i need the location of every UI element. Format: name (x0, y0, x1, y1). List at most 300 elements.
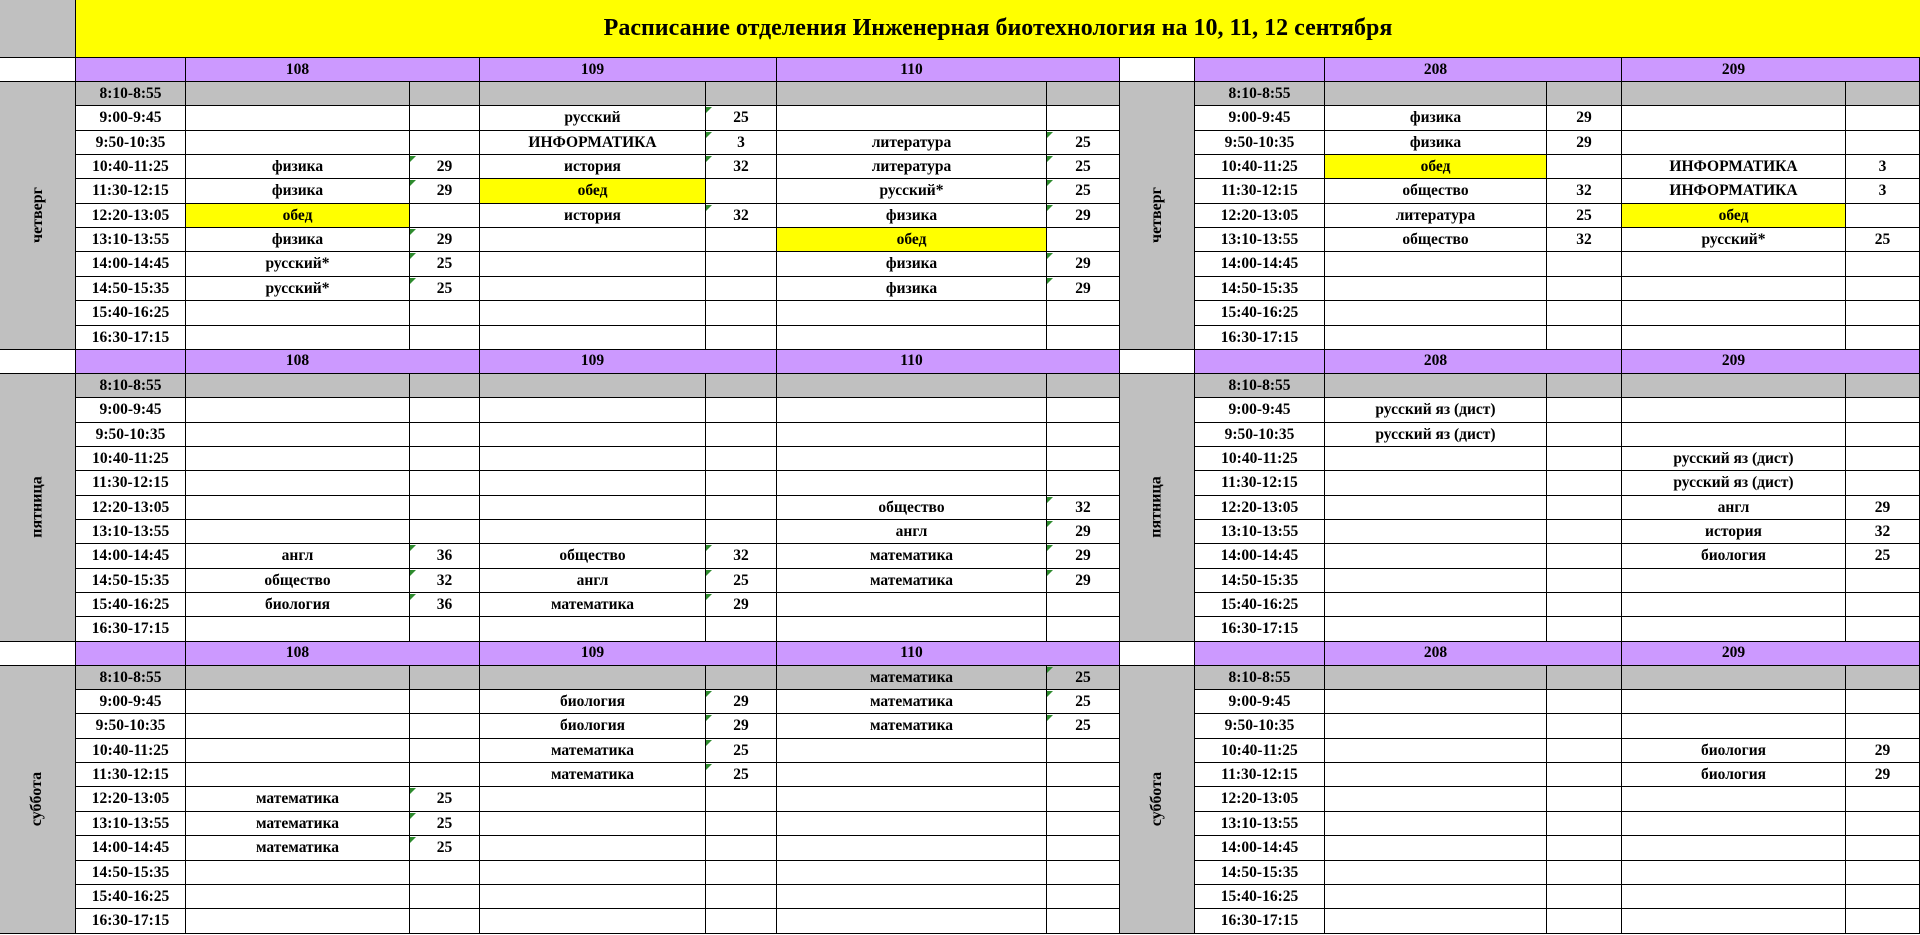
subject-cell[interactable] (480, 496, 705, 520)
room-count-cell[interactable]: 25 (1046, 714, 1120, 739)
subject-cell[interactable]: литература (777, 131, 1046, 155)
time-slot[interactable]: 11:30-12:15 (76, 471, 186, 496)
room-count-cell[interactable] (409, 131, 480, 155)
subject-cell[interactable]: англ (480, 569, 705, 593)
subject-cell[interactable]: ИНФОРМАТИКА (480, 131, 705, 155)
room-count-cell[interactable] (1546, 398, 1622, 423)
day-header-corner-right[interactable] (1120, 642, 1195, 666)
day-label-right[interactable] (1120, 374, 1195, 642)
room-header-110[interactable]: 110 (777, 642, 1046, 666)
time-slot[interactable]: 16:30-17:15 (1195, 909, 1325, 934)
room-count-cell[interactable] (409, 106, 480, 131)
subject-cell[interactable]: история (480, 155, 705, 179)
room-count-cell[interactable]: 29 (1845, 763, 1920, 787)
subject-cell[interactable]: обед (186, 204, 409, 228)
subject-cell[interactable] (1622, 398, 1845, 423)
subject-cell[interactable] (1622, 593, 1845, 617)
time-slot[interactable]: 11:30-12:15 (1195, 471, 1325, 496)
room-count-cell[interactable] (1845, 861, 1920, 885)
room-header-208[interactable]: 208 (1325, 350, 1546, 374)
room-count-cell[interactable] (409, 909, 480, 934)
time-slot[interactable]: 9:50-10:35 (76, 131, 186, 155)
time-slot[interactable]: 14:50-15:35 (1195, 277, 1325, 301)
room-count-cell[interactable] (1546, 836, 1622, 861)
subject-cell[interactable] (1325, 593, 1546, 617)
subject-cell[interactable] (1325, 714, 1546, 739)
subject-cell[interactable] (1622, 885, 1845, 909)
room-count-cell[interactable]: 36 (409, 593, 480, 617)
room-count-cell[interactable] (1046, 326, 1120, 350)
subject-cell[interactable]: обед (1325, 155, 1546, 179)
room-count-cell[interactable] (1546, 812, 1622, 836)
room-count-cell[interactable] (409, 82, 480, 106)
subject-cell[interactable] (186, 885, 409, 909)
room-header-num-208[interactable] (1546, 58, 1622, 82)
room-count-cell[interactable] (705, 836, 777, 861)
room-count-cell[interactable] (1546, 593, 1622, 617)
room-count-cell[interactable] (1845, 204, 1920, 228)
room-count-cell[interactable]: 25 (705, 763, 777, 787)
subject-cell[interactable] (186, 398, 409, 423)
room-header-num-110[interactable] (1046, 58, 1120, 82)
time-slot[interactable]: 11:30-12:15 (76, 179, 186, 204)
room-header-208[interactable]: 208 (1325, 58, 1546, 82)
room-count-cell[interactable] (1546, 277, 1622, 301)
subject-cell[interactable] (480, 666, 705, 690)
room-count-cell[interactable] (1046, 763, 1120, 787)
room-count-cell[interactable] (705, 885, 777, 909)
time-slot[interactable]: 9:50-10:35 (1195, 714, 1325, 739)
room-count-cell[interactable] (1546, 374, 1622, 398)
time-slot[interactable]: 10:40-11:25 (1195, 739, 1325, 763)
room-count-cell[interactable] (409, 666, 480, 690)
subject-cell[interactable] (1622, 836, 1845, 861)
subject-cell[interactable] (1325, 836, 1546, 861)
subject-cell[interactable] (1622, 666, 1845, 690)
subject-cell[interactable] (186, 520, 409, 544)
subject-cell[interactable] (777, 763, 1046, 787)
room-count-cell[interactable] (1845, 374, 1920, 398)
room-count-cell[interactable]: 29 (705, 593, 777, 617)
subject-cell[interactable] (1622, 82, 1845, 106)
time-slot[interactable]: 15:40-16:25 (76, 593, 186, 617)
room-count-cell[interactable] (1046, 447, 1120, 471)
subject-cell[interactable]: русский* (1622, 228, 1845, 252)
room-count-cell[interactable]: 29 (1845, 496, 1920, 520)
subject-cell[interactable]: русский (480, 106, 705, 131)
subject-cell[interactable]: математика (186, 787, 409, 812)
subject-cell[interactable]: русский* (186, 277, 409, 301)
room-count-cell[interactable]: 32 (1546, 179, 1622, 204)
time-slot[interactable]: 15:40-16:25 (1195, 885, 1325, 909)
subject-cell[interactable] (777, 423, 1046, 447)
subject-cell[interactable] (186, 739, 409, 763)
time-header-blank[interactable] (76, 642, 186, 666)
room-count-cell[interactable]: 29 (1046, 520, 1120, 544)
room-count-cell[interactable] (1845, 252, 1920, 277)
room-header-num-209[interactable] (1845, 350, 1920, 374)
room-count-cell[interactable]: 29 (1845, 739, 1920, 763)
time-slot[interactable]: 16:30-17:15 (76, 909, 186, 934)
time-slot[interactable]: 11:30-12:15 (76, 763, 186, 787)
subject-cell[interactable]: математика (186, 836, 409, 861)
time-slot[interactable]: 12:20-13:05 (76, 204, 186, 228)
time-slot[interactable]: 8:10-8:55 (1195, 666, 1325, 690)
time-slot[interactable]: 16:30-17:15 (1195, 326, 1325, 350)
room-header-109[interactable]: 109 (480, 350, 705, 374)
room-count-cell[interactable] (1546, 569, 1622, 593)
subject-cell[interactable] (480, 277, 705, 301)
room-count-cell[interactable] (1845, 471, 1920, 496)
day-label-right[interactable] (1120, 82, 1195, 350)
subject-cell[interactable] (480, 82, 705, 106)
room-count-cell[interactable] (1845, 593, 1920, 617)
room-count-cell[interactable] (1546, 520, 1622, 544)
room-count-cell[interactable] (1845, 836, 1920, 861)
subject-cell[interactable] (1325, 763, 1546, 787)
room-header-108[interactable]: 108 (186, 642, 409, 666)
subject-cell[interactable]: физика (1325, 131, 1546, 155)
subject-cell[interactable] (1622, 106, 1845, 131)
subject-cell[interactable] (1622, 617, 1845, 642)
room-count-cell[interactable]: 32 (1845, 520, 1920, 544)
time-slot[interactable]: 12:20-13:05 (1195, 496, 1325, 520)
subject-cell[interactable] (1325, 690, 1546, 714)
room-count-cell[interactable] (409, 204, 480, 228)
room-count-cell[interactable] (705, 471, 777, 496)
time-slot[interactable]: 14:50-15:35 (76, 861, 186, 885)
room-header-110[interactable]: 110 (777, 350, 1046, 374)
room-count-cell[interactable] (409, 763, 480, 787)
subject-cell[interactable]: математика (480, 593, 705, 617)
time-header-blank[interactable] (76, 58, 186, 82)
time-slot[interactable]: 14:50-15:35 (1195, 569, 1325, 593)
time-slot[interactable]: 10:40-11:25 (1195, 447, 1325, 471)
subject-cell[interactable] (777, 301, 1046, 326)
subject-cell[interactable] (777, 106, 1046, 131)
room-count-cell[interactable] (1546, 714, 1622, 739)
room-count-cell[interactable] (705, 617, 777, 642)
subject-cell[interactable]: математика (777, 569, 1046, 593)
room-count-cell[interactable]: 25 (1546, 204, 1622, 228)
room-count-cell[interactable] (1845, 812, 1920, 836)
room-count-cell[interactable] (1546, 82, 1622, 106)
subject-cell[interactable] (186, 666, 409, 690)
subject-cell[interactable]: литература (777, 155, 1046, 179)
subject-cell[interactable] (480, 836, 705, 861)
subject-cell[interactable] (186, 909, 409, 934)
subject-cell[interactable] (186, 690, 409, 714)
room-count-cell[interactable]: 25 (705, 739, 777, 763)
subject-cell[interactable] (186, 471, 409, 496)
subject-cell[interactable]: общество (777, 496, 1046, 520)
time-slot[interactable]: 12:20-13:05 (76, 496, 186, 520)
room-count-cell[interactable]: 3 (1845, 179, 1920, 204)
room-header-num-209[interactable] (1845, 58, 1920, 82)
room-header-num-110[interactable] (1046, 642, 1120, 666)
subject-cell[interactable]: русский яз (дист) (1622, 447, 1845, 471)
subject-cell[interactable] (1622, 714, 1845, 739)
room-header-208[interactable]: 208 (1325, 642, 1546, 666)
time-slot[interactable]: 14:50-15:35 (76, 569, 186, 593)
subject-cell[interactable]: математика (777, 690, 1046, 714)
room-count-cell[interactable] (705, 326, 777, 350)
subject-cell[interactable] (1325, 909, 1546, 934)
subject-cell[interactable] (186, 861, 409, 885)
subject-cell[interactable] (480, 787, 705, 812)
subject-cell[interactable]: физика (777, 252, 1046, 277)
subject-cell[interactable] (186, 423, 409, 447)
subject-cell[interactable]: физика (186, 155, 409, 179)
subject-cell[interactable]: биология (1622, 739, 1845, 763)
subject-cell[interactable] (1325, 812, 1546, 836)
room-count-cell[interactable] (1546, 666, 1622, 690)
subject-cell[interactable]: обед (1622, 204, 1845, 228)
time-slot[interactable]: 13:10-13:55 (1195, 812, 1325, 836)
subject-cell[interactable] (480, 909, 705, 934)
day-header-corner-right[interactable] (1120, 58, 1195, 82)
room-count-cell[interactable]: 29 (409, 155, 480, 179)
time-slot[interactable]: 9:00-9:45 (1195, 398, 1325, 423)
room-header-109[interactable]: 109 (480, 642, 705, 666)
room-count-cell[interactable] (1845, 277, 1920, 301)
room-header-209[interactable]: 209 (1622, 350, 1845, 374)
day-header-corner[interactable] (0, 642, 76, 666)
time-slot[interactable]: 14:00-14:45 (76, 836, 186, 861)
room-count-cell[interactable]: 29 (1046, 204, 1120, 228)
room-count-cell[interactable]: 29 (409, 179, 480, 204)
subject-cell[interactable] (1325, 496, 1546, 520)
subject-cell[interactable] (1622, 909, 1845, 934)
room-count-cell[interactable] (409, 471, 480, 496)
room-count-cell[interactable] (1845, 714, 1920, 739)
room-count-cell[interactable]: 25 (409, 812, 480, 836)
room-count-cell[interactable] (1546, 739, 1622, 763)
subject-cell[interactable]: литература (1325, 204, 1546, 228)
time-slot[interactable]: 15:40-16:25 (76, 301, 186, 326)
subject-cell[interactable]: физика (777, 204, 1046, 228)
time-slot[interactable]: 8:10-8:55 (1195, 374, 1325, 398)
subject-cell[interactable] (777, 909, 1046, 934)
time-slot[interactable]: 10:40-11:25 (76, 739, 186, 763)
subject-cell[interactable] (186, 301, 409, 326)
subject-cell[interactable] (777, 398, 1046, 423)
room-count-cell[interactable] (1546, 496, 1622, 520)
room-count-cell[interactable] (1546, 763, 1622, 787)
room-count-cell[interactable] (1845, 423, 1920, 447)
subject-cell[interactable]: общество (1325, 179, 1546, 204)
subject-cell[interactable] (480, 861, 705, 885)
time-slot[interactable]: 14:00-14:45 (76, 544, 186, 569)
subject-cell[interactable] (480, 447, 705, 471)
day-label[interactable] (0, 82, 76, 350)
room-count-cell[interactable] (1546, 447, 1622, 471)
room-count-cell[interactable] (409, 374, 480, 398)
time-header-blank[interactable] (76, 350, 186, 374)
subject-cell[interactable]: англ (186, 544, 409, 569)
subject-cell[interactable]: русский яз (дист) (1622, 471, 1845, 496)
room-count-cell[interactable] (1845, 326, 1920, 350)
room-count-cell[interactable]: 29 (1546, 106, 1622, 131)
time-slot[interactable]: 9:50-10:35 (76, 714, 186, 739)
subject-cell[interactable]: русский яз (дист) (1325, 398, 1546, 423)
room-count-cell[interactable]: 25 (409, 277, 480, 301)
subject-cell[interactable] (186, 763, 409, 787)
room-count-cell[interactable] (1546, 471, 1622, 496)
room-count-cell[interactable] (1046, 885, 1120, 909)
room-count-cell[interactable] (1046, 617, 1120, 642)
room-count-cell[interactable]: 29 (705, 690, 777, 714)
time-slot[interactable]: 16:30-17:15 (1195, 617, 1325, 642)
subject-cell[interactable] (777, 812, 1046, 836)
room-count-cell[interactable] (705, 179, 777, 204)
subject-cell[interactable]: математика (480, 763, 705, 787)
subject-cell[interactable] (1622, 423, 1845, 447)
room-count-cell[interactable] (409, 714, 480, 739)
room-count-cell[interactable] (705, 301, 777, 326)
subject-cell[interactable]: физика (186, 179, 409, 204)
room-count-cell[interactable]: 32 (1046, 496, 1120, 520)
subject-cell[interactable] (480, 885, 705, 909)
room-count-cell[interactable]: 25 (1046, 155, 1120, 179)
room-count-cell[interactable]: 32 (1546, 228, 1622, 252)
time-slot[interactable]: 9:50-10:35 (1195, 423, 1325, 447)
subject-cell[interactable]: общество (1325, 228, 1546, 252)
room-count-cell[interactable] (1046, 423, 1120, 447)
room-count-cell[interactable]: 29 (1046, 569, 1120, 593)
subject-cell[interactable] (480, 398, 705, 423)
subject-cell[interactable]: ИНФОРМАТИКА (1622, 155, 1845, 179)
subject-cell[interactable] (480, 812, 705, 836)
room-header-108[interactable]: 108 (186, 58, 409, 82)
room-count-cell[interactable] (1845, 690, 1920, 714)
room-count-cell[interactable] (1546, 155, 1622, 179)
room-count-cell[interactable] (1046, 812, 1120, 836)
time-slot[interactable]: 15:40-16:25 (1195, 301, 1325, 326)
subject-cell[interactable]: общество (480, 544, 705, 569)
room-count-cell[interactable] (1046, 301, 1120, 326)
subject-cell[interactable] (186, 617, 409, 642)
subject-cell[interactable] (480, 423, 705, 447)
room-count-cell[interactable] (1546, 617, 1622, 642)
time-slot[interactable]: 10:40-11:25 (76, 447, 186, 471)
subject-cell[interactable] (1325, 301, 1546, 326)
subject-cell[interactable] (1325, 885, 1546, 909)
subject-cell[interactable] (1325, 520, 1546, 544)
subject-cell[interactable] (777, 593, 1046, 617)
room-header-num-109[interactable] (705, 350, 777, 374)
time-slot[interactable]: 14:00-14:45 (1195, 836, 1325, 861)
room-count-cell[interactable]: 25 (409, 252, 480, 277)
subject-cell[interactable]: математика (777, 666, 1046, 690)
time-header-blank-right[interactable] (1195, 642, 1325, 666)
room-header-num-109[interactable] (705, 642, 777, 666)
time-slot[interactable]: 14:50-15:35 (1195, 861, 1325, 885)
time-slot[interactable]: 9:00-9:45 (1195, 106, 1325, 131)
room-header-num-208[interactable] (1546, 350, 1622, 374)
time-slot[interactable]: 14:00-14:45 (1195, 252, 1325, 277)
time-slot[interactable]: 8:10-8:55 (76, 666, 186, 690)
room-count-cell[interactable] (1546, 861, 1622, 885)
room-count-cell[interactable]: 36 (409, 544, 480, 569)
subject-cell[interactable] (1325, 787, 1546, 812)
subject-cell[interactable] (1325, 861, 1546, 885)
subject-cell[interactable] (777, 447, 1046, 471)
room-count-cell[interactable] (1845, 909, 1920, 934)
room-count-cell[interactable] (1546, 787, 1622, 812)
room-count-cell[interactable] (1546, 301, 1622, 326)
room-count-cell[interactable]: 25 (409, 836, 480, 861)
room-count-cell[interactable] (705, 228, 777, 252)
subject-cell[interactable] (480, 228, 705, 252)
subject-cell[interactable] (1325, 544, 1546, 569)
subject-cell[interactable]: общество (186, 569, 409, 593)
time-header-blank-right[interactable] (1195, 58, 1325, 82)
time-slot[interactable]: 8:10-8:55 (76, 374, 186, 398)
subject-cell[interactable]: биология (1622, 544, 1845, 569)
room-count-cell[interactable]: 29 (1546, 131, 1622, 155)
room-count-cell[interactable] (409, 885, 480, 909)
room-count-cell[interactable] (705, 812, 777, 836)
room-count-cell[interactable] (1046, 106, 1120, 131)
room-count-cell[interactable] (409, 398, 480, 423)
time-slot[interactable]: 12:20-13:05 (1195, 787, 1325, 812)
subject-cell[interactable] (1622, 787, 1845, 812)
room-count-cell[interactable]: 25 (409, 787, 480, 812)
subject-cell[interactable]: англ (777, 520, 1046, 544)
time-slot[interactable]: 8:10-8:55 (1195, 82, 1325, 106)
time-slot[interactable]: 9:00-9:45 (76, 690, 186, 714)
room-count-cell[interactable] (705, 252, 777, 277)
room-count-cell[interactable] (1046, 836, 1120, 861)
subject-cell[interactable]: биология (1622, 763, 1845, 787)
time-slot[interactable]: 14:50-15:35 (76, 277, 186, 301)
room-count-cell[interactable] (409, 496, 480, 520)
subject-cell[interactable] (777, 374, 1046, 398)
room-count-cell[interactable]: 32 (705, 544, 777, 569)
room-count-cell[interactable]: 25 (1845, 228, 1920, 252)
subject-cell[interactable]: биология (480, 690, 705, 714)
room-count-cell[interactable] (409, 301, 480, 326)
subject-cell[interactable] (1325, 569, 1546, 593)
time-slot[interactable]: 13:10-13:55 (76, 228, 186, 252)
room-header-108[interactable]: 108 (186, 350, 409, 374)
room-header-num-108[interactable] (409, 642, 480, 666)
time-slot[interactable]: 11:30-12:15 (1195, 179, 1325, 204)
subject-cell[interactable] (186, 82, 409, 106)
subject-cell[interactable]: биология (480, 714, 705, 739)
time-slot[interactable]: 15:40-16:25 (1195, 593, 1325, 617)
room-count-cell[interactable] (1546, 690, 1622, 714)
subject-cell[interactable] (1325, 666, 1546, 690)
room-header-num-109[interactable] (705, 58, 777, 82)
subject-cell[interactable] (1622, 252, 1845, 277)
room-count-cell[interactable] (1845, 131, 1920, 155)
room-count-cell[interactable] (705, 787, 777, 812)
room-header-num-108[interactable] (409, 58, 480, 82)
room-count-cell[interactable] (1046, 82, 1120, 106)
room-count-cell[interactable] (1046, 739, 1120, 763)
room-header-110[interactable]: 110 (777, 58, 1046, 82)
subject-cell[interactable] (777, 885, 1046, 909)
subject-cell[interactable] (186, 326, 409, 350)
subject-cell[interactable] (480, 617, 705, 642)
subject-cell[interactable] (1325, 447, 1546, 471)
subject-cell[interactable]: физика (777, 277, 1046, 301)
time-slot[interactable]: 13:10-13:55 (1195, 520, 1325, 544)
subject-cell[interactable] (1622, 277, 1845, 301)
room-count-cell[interactable]: 29 (1046, 544, 1120, 569)
